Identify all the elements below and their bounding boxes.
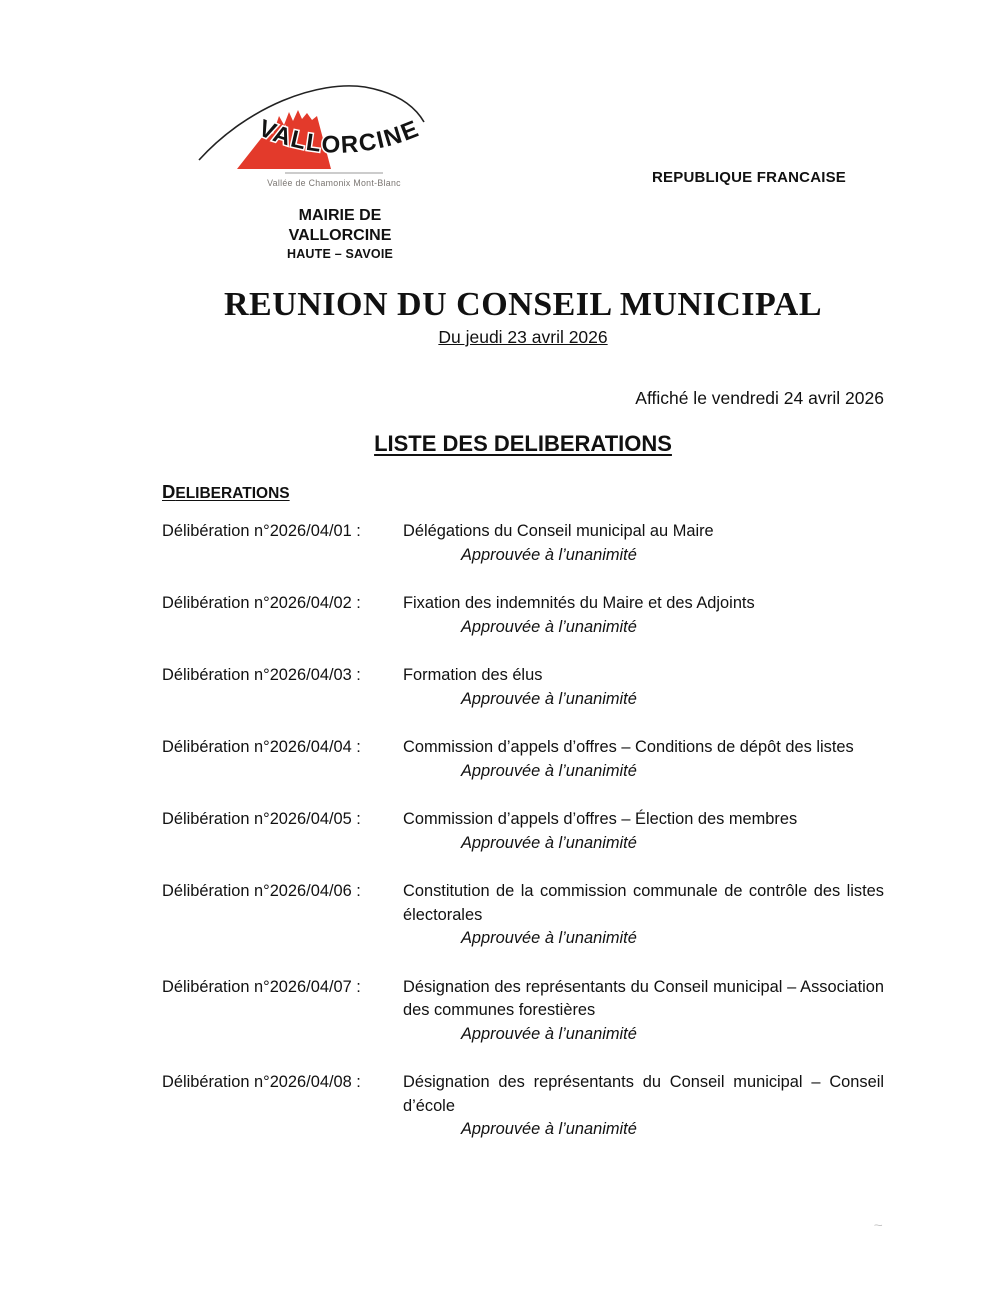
deliberation-number: Délibération n°2026/04/01 :: [162, 522, 361, 540]
logo-brand-text: VALLORCINE: [254, 114, 424, 159]
title-block: [162, 286, 884, 348]
mairie-line2: VALLORCINE: [288, 227, 392, 244]
deliberation-number: Délibération n°2026/04/06 :: [162, 882, 361, 900]
deliberation-content: [403, 1071, 884, 1142]
deliberation-result: Approuvée à l’unanimité: [461, 545, 637, 564]
deliberation-result: Approuvée à l’unanimité: [461, 689, 637, 708]
deliberation-result: Approuvée à l’unanimité: [461, 761, 637, 780]
deliberation-subject: Désignation des représentants du Conseil municipal – Association des communes forestières: [403, 977, 884, 1019]
posted-date: Affiché le vendredi 24 avril 2026: [635, 388, 884, 408]
mairie-address-block: [240, 206, 440, 263]
section-heading: LISTE DES DELIBERATIONS: [374, 431, 672, 456]
logo-subtitle: Vallée de Chamonix Mont-Blanc: [267, 178, 401, 188]
deliberation-content: [403, 880, 884, 951]
deliberation-subject: Délégations du Conseil municipal au Maire: [403, 522, 714, 540]
deliberation-row: [162, 976, 884, 1047]
deliberation-number: Délibération n°2026/04/07 :: [162, 977, 361, 996]
vallorcine-logo: [193, 76, 455, 198]
deliberation-subject: Commission d’appels d’offres – Conditions de dépôt des listes: [403, 738, 854, 756]
deliberation-result: Approuvée à l’unanimité: [461, 1024, 637, 1043]
deliberation-number: Délibération n°2026/04/02 :: [162, 594, 361, 612]
deliberation-row: [162, 808, 884, 855]
meeting-date: Du jeudi 23 avril 2026: [438, 327, 608, 347]
deliberation-number: Délibération n°2026/04/08 :: [162, 1073, 361, 1091]
deliberation-row: [162, 1071, 884, 1142]
republique-francaise-label: REPUBLIQUE FRANCAISE: [652, 169, 847, 186]
deliberation-content: [403, 736, 884, 783]
faint-corner-mark: ~: [873, 1220, 883, 1232]
deliberation-content: [403, 592, 884, 639]
deliberation-number: Délibération n°2026/04/05 :: [162, 810, 361, 828]
deliberation-content: [403, 664, 884, 711]
deliberation-content: [403, 976, 884, 1047]
mairie-line1: MAIRIE DE: [298, 207, 382, 224]
deliberation-subject: Formation des élus: [403, 666, 543, 684]
deliberation-subject: Commission d’appels d’offres – Élection des membres: [403, 810, 798, 828]
deliberation-content: [403, 520, 884, 567]
deliberation-row: [162, 736, 884, 783]
deliberation-content: [403, 808, 884, 855]
deliberation-subject: Constitution de la commission communale de contrôle des listes électorales: [403, 882, 884, 924]
deliberation-number: Délibération n°2026/04/04 :: [162, 738, 361, 756]
page-title: REUNION DU CONSEIL MUNICIPAL: [223, 286, 823, 323]
deliberation-number: Délibération n°2026/04/03 :: [162, 666, 361, 684]
deliberation-result: Approuvée à l’unanimité: [461, 1120, 637, 1138]
deliberation-result: Approuvée à l’unanimité: [461, 833, 637, 852]
deliberations-subheading: DELIBERATIONS: [162, 481, 290, 502]
deliberation-row: [162, 664, 884, 711]
deliberation-subject: Fixation des indemnités du Maire et des Adjoints: [403, 594, 755, 612]
deliberation-row: [162, 880, 884, 951]
deliberation-subject: Désignation des représentants du Conseil municipal – Conseil d’école: [403, 1073, 884, 1115]
mairie-line3: HAUTE – SAVOIE: [286, 247, 394, 261]
deliberation-row: [162, 592, 884, 639]
deliberation-result: Approuvée à l’unanimité: [461, 617, 637, 636]
deliberation-result: Approuvée à l’unanimité: [461, 929, 637, 947]
deliberation-row: [162, 520, 884, 567]
deliberations-section: [162, 482, 884, 1167]
